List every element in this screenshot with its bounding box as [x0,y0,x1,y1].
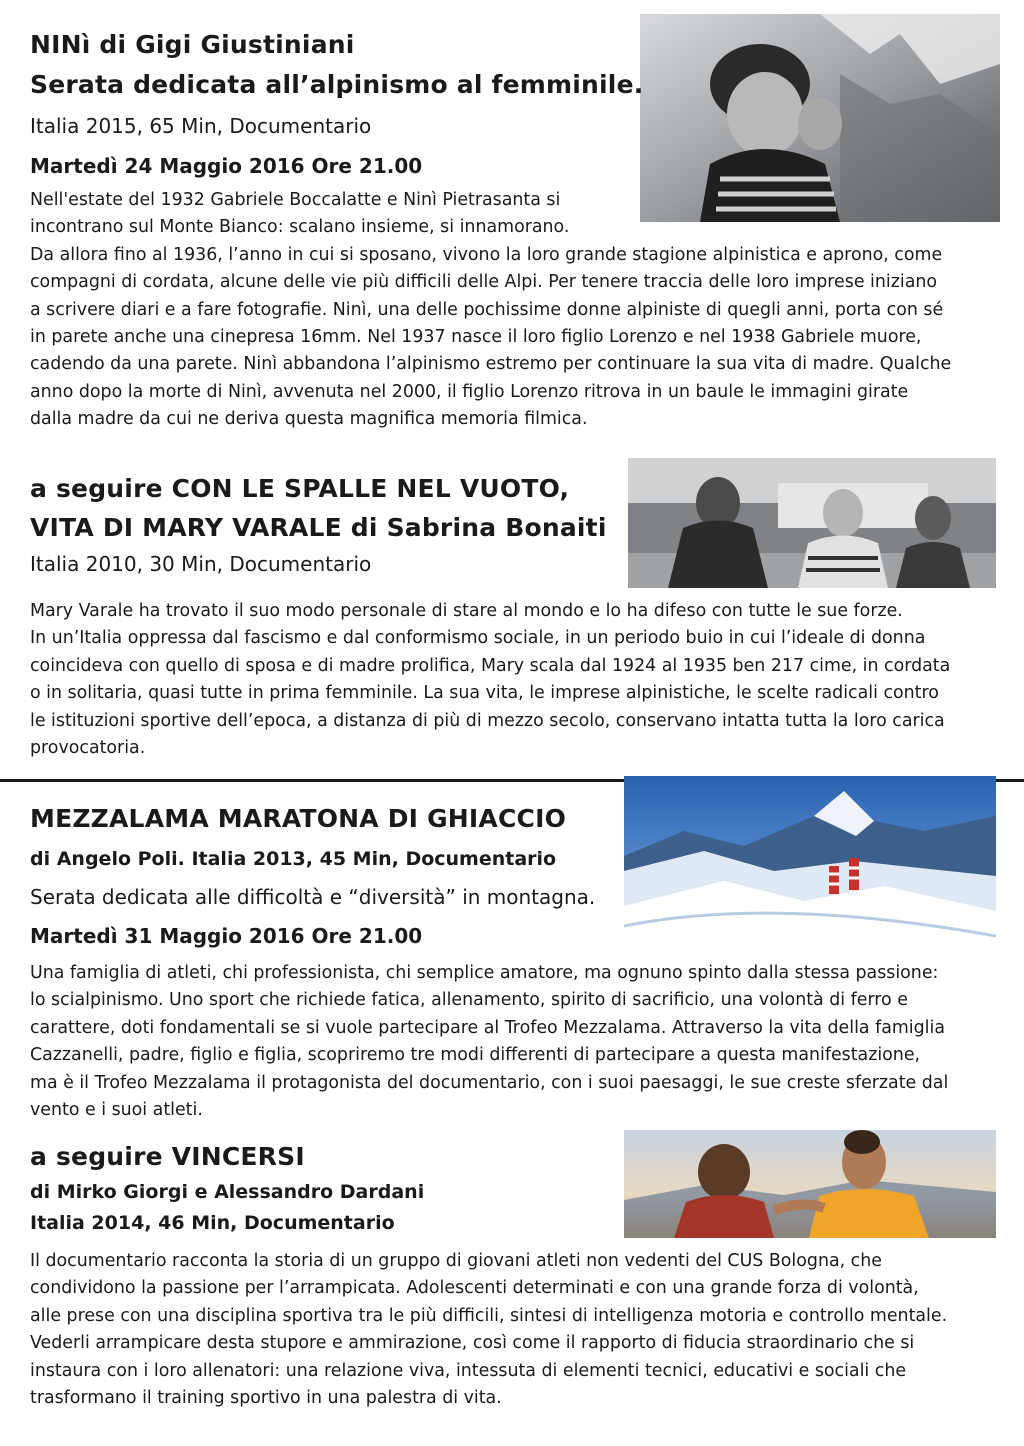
film1-date: Martedì 24 Maggio 2016 Ore 21.00 [30,154,423,178]
photo-vincersi-climbers [624,1130,996,1238]
film4-desc-line: condividono la passione per l’arrampicata. Adolescenti determinati e con una grande forza di volontà, [30,1278,919,1299]
film3-desc-line: Cazzanelli, padre, figlio e figlia, scopriremo tre modi differenti di partecipare a questa manifestazione, [30,1045,921,1066]
film1-desc-line: anno dopo la morte di Ninì, avvenuta nel 2000, il figlio Lorenzo ritrova in un baule le immagini girate [30,381,909,402]
film3-description [30,960,948,1124]
film3-desc-line: ma è il Trofeo Mezzalama il protagonista del documentario, con i suoi paesaggi, le sue creste sferzate dal [30,1072,949,1093]
film2-info: Italia 2010, 30 Min, Documentario [30,552,372,576]
film4-desc-line: alle prese con una disciplina sportiva tra le più difficili, sintesi di intelligenza motoria e controllo mentale. [30,1305,948,1326]
film1-desc-line: Nell'estate del 1932 Gabriele Boccalatte e Ninì Pietrasanta si [30,190,561,210]
film4-title: a seguire VINCERSI [30,1142,305,1171]
film4-desc-line: Il documentario racconta la storia di un gruppo di giovani atleti non vedenti del CUS Bologna, che [30,1251,882,1271]
photo-mezzalama-ski [624,776,996,953]
film2-desc-line: le istituzioni sportive dell’epoca, a distanza di più di mezzo secolo, conservano intatta tutta la loro carica [30,710,945,731]
film3-desc-line: lo scialpinismo. Uno sport che richiede fatica, allenamento, spirito di sacrificio, una volontà di ferro e [30,990,908,1011]
film4-desc-line: instaura con i loro allenatori: una relazione viva, intessuta di elementi tecnici, educativi e sociali che [30,1360,907,1381]
film1-title-line2: Serata dedicata all’alpinismo al femminile. [30,70,644,99]
film2-desc-line: Mary Varale ha trovato il suo modo personale di stare al mondo e lo ha difeso con tutte le sue forze. [30,601,903,621]
film1-description [30,187,951,434]
film4-desc-line: Vederli arrampicare desta stupore e ammirazione, così come il rapporto di fiducia straordinario che si [30,1333,915,1354]
film3-desc-line: Una famiglia di atleti, chi professionista, chi semplice amatore, ma ognuno spinto dalla stessa passione: [30,963,939,983]
film3-desc-line: carattere, doti fondamentali se si vuole partecipare al Trofeo Mezzalama. Attraverso la vita della famiglia [30,1017,946,1038]
film3-desc-line: vento e i suoi atleti. [30,1100,203,1121]
film1-desc-line: a scrivere diari e a fare fotografie. Ninì, una delle pochissime donne alpiniste di quegli anni, porta con sé [30,299,944,320]
film2-desc-line: provocatoria. [30,738,146,759]
film4-info: Italia 2014, 46 Min, Documentario [30,1212,395,1234]
film3-date: Martedì 31 Maggio 2016 Ore 21.00 [30,924,423,948]
film1-desc-line: Da allora fino al 1936, l’anno in cui si sposano, vivono la loro grande stagione alpinistica e aprono, come [30,244,943,265]
film1-desc-line: incontrano sul Monte Bianco: scalano insieme, si innamorano. [30,217,570,238]
film4-desc-line: trasformano il training sportivo in una palestra di vita. [30,1388,502,1409]
film1-desc-line: cadendo da una parete. Ninì abbandona l’alpinismo estremo per continuare la sua vita di madre. Qualche [30,354,952,375]
film1-info: Italia 2015, 65 Min, Documentario [30,114,372,138]
film2-desc-line: coincideva con quello di sposa e di madre prolifica, Mary scala dal 1924 al 1935 ben 217 cime, in cordata [30,655,951,676]
film3-info: di Angelo Poli. Italia 2013, 45 Min, Documentario [30,848,557,870]
film2-description [30,598,950,762]
film3-tagline: Serata dedicata alle difficoltà e “diversità” in montagna. [30,885,596,909]
film1-desc-line: dalla madre da cui ne deriva questa magnifica memoria filmica. [30,409,588,430]
film4-authors: di Mirko Giorgi e Alessandro Dardani [30,1181,425,1203]
film2-desc-line: In un’Italia oppressa dal fascismo e dal conformismo sociale, in un periodo buio in cui l’ideale di donna [30,628,926,649]
film2-title-line1: a seguire CON LE SPALLE NEL VUOTO, [30,474,570,503]
film2-title-line2: VITA DI MARY VARALE di Sabrina Bonaiti [30,513,607,542]
film2-desc-line: o in solitaria, quasi tutte in prima femminile. La sua vita, le imprese alpinistiche, le scelte radicali contro [30,683,939,704]
film1-desc-line: in parete anche una cinepresa 16mm. Nel 1937 nasce il loro figlio Lorenzo e nel 1938 Gabriele muore, [30,327,922,348]
film4-description [30,1248,947,1412]
film1-desc-line: compagni di cordata, alcune delle vie più difficili delle Alpi. Per tenere traccia delle loro imprese iniziano [30,272,938,293]
film1-title-line1: NINì di Gigi Giustiniani [30,30,355,59]
film3-title: MEZZALAMA MARATONA DI GHIACCIO [30,804,567,833]
photo-mary-varale [628,458,996,588]
